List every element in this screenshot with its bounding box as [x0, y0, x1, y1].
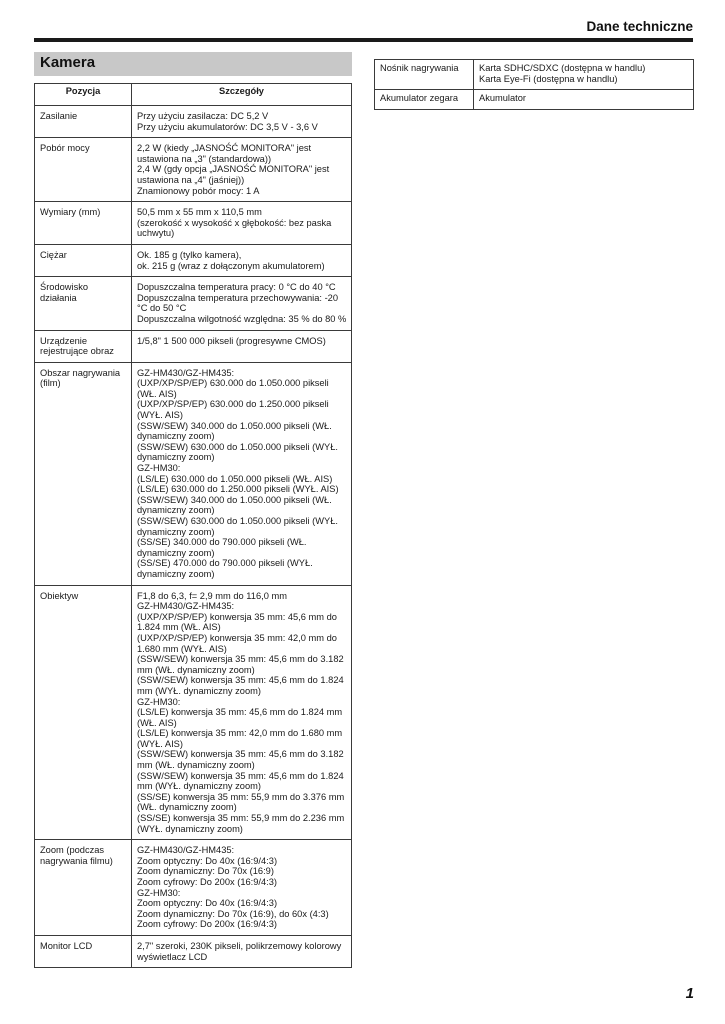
row-label [375, 60, 474, 90]
row-detail-line: Zoom dynamiczny: Do 70x (16:9), do 60x (4:3) [137, 908, 329, 919]
page-header-title: Dane techniczne [586, 19, 693, 34]
row-detail-line: (LS/LE) konwersja 35 mm: 42,0 mm do 1.680 mm [137, 728, 343, 739]
row-label-line: działania [40, 292, 77, 303]
row-detail-line: dynamiczny zoom) [137, 452, 215, 463]
table-row [35, 585, 352, 840]
page-number: 1 [685, 985, 694, 1002]
row-detail-line: Zoom optyczny: Do 40x (16:9/4:3) [137, 898, 278, 909]
row-label-line: rejestrujące obraz [40, 346, 114, 357]
row-detail-line: Zoom cyfrowy: Do 200x (16:9/4:3) [137, 877, 278, 887]
row-detail-line: 1.680 mm (WYŁ. AIS) [137, 643, 227, 654]
section-title: Kamera [40, 54, 96, 71]
row-detail-line: GZ-HM430/GZ-HM435: [137, 845, 235, 856]
row-detail-line: dynamiczny zoom) [137, 568, 215, 579]
row-detail-line: (LS/LE) 630.000 do 1.050.000 pikseli (WŁ. AIS) [137, 473, 333, 484]
column-header-item: Pozycja [35, 84, 132, 106]
row-detail-line: ok. 215 g (wraz z dołączonym akumulatorem) [137, 260, 325, 271]
table-row [35, 138, 352, 202]
row-detail-line: (SSW/SEW) konwersja 35 mm: 45,6 mm do 3.182 [137, 654, 344, 665]
row-label [35, 585, 132, 840]
row-detail-line: mm (WŁ. dynamiczny zoom) [137, 664, 255, 675]
row-detail-line: Akumulator [479, 93, 527, 104]
row-detail-line: 1/5,8" 1 500 000 pikseli (progresywne CMOS) [137, 335, 326, 346]
row-detail-line: (WŁ. AIS) [137, 717, 177, 728]
row-detail-line: Ok. 185 g (tylko kamera), [137, 249, 242, 260]
row-label-line: Ciężar [40, 249, 67, 260]
row-details [132, 244, 352, 276]
row-detail-line: (SSW/SEW) 340.000 do 1.050.000 pikseli (WŁ. [137, 494, 332, 505]
specs-table [34, 83, 352, 968]
table-row [35, 202, 352, 245]
row-detail-line: GZ-HM30: [137, 887, 181, 898]
media-table-body [375, 60, 694, 110]
row-detail-line: (SSW/SEW) konwersja 35 mm: 45,6 mm do 3.182 [137, 749, 344, 760]
row-details [132, 202, 352, 245]
row-detail-line: uchwytu) [137, 228, 175, 239]
row-detail-line: (SS/SE) 470.000 do 790.000 pikseli (WYŁ. [137, 558, 313, 569]
row-label-line: nagrywania filmu) [40, 855, 113, 866]
row-detail-line: (WYŁ. AIS) [137, 410, 183, 421]
row-details [132, 330, 352, 362]
row-details [132, 277, 352, 330]
row-detail-line: (WŁ. dynamiczny zoom) [137, 802, 237, 813]
row-detail-line: (WYŁ. AIS) [137, 738, 183, 749]
row-details [132, 138, 352, 202]
column-header-details: Szczegóły [132, 84, 352, 106]
section-bar [34, 52, 352, 76]
row-detail-line: Znamionowy pobór mocy: 1 A [137, 185, 260, 196]
row-details [132, 106, 352, 138]
row-detail-line: dynamiczny zoom) [137, 431, 215, 442]
row-detail-line: Karta Eye-Fi (dostępna w handlu) [479, 73, 618, 84]
row-detail-line: (SSW/SEW) 340.000 do 1.050.000 pikseli (WŁ. [137, 420, 332, 431]
row-label-line: Monitor LCD [40, 940, 93, 951]
table-row [35, 840, 352, 936]
row-label [35, 362, 132, 585]
row-label-line: Obiektyw [40, 590, 79, 601]
table-row [35, 277, 352, 330]
table-row [35, 362, 352, 585]
row-detail-line: ustawiona na „3" (standardowa)) [137, 153, 272, 164]
row-detail-line: Zoom dynamiczny: Do 70x (16:9) [137, 866, 274, 877]
row-detail-line: dynamiczny zoom) [137, 526, 215, 537]
row-detail-line: GZ-HM30: [137, 463, 181, 474]
row-detail-line: mm (WYŁ. dynamiczny zoom) [137, 685, 261, 696]
table-row [35, 330, 352, 362]
specs-table-body [35, 106, 352, 968]
row-detail-line: 1.824 mm (WŁ. AIS) [137, 622, 221, 633]
row-detail-line: (SSW/SEW) konwersja 35 mm: 45,6 mm do 1.824 [137, 770, 344, 781]
row-label-line: Pobór mocy [40, 143, 90, 154]
row-detail-line: (SS/SE) 340.000 do 790.000 pikseli (WŁ. [137, 537, 307, 548]
table-row [35, 106, 352, 138]
row-label-line: Wymiary (mm) [40, 207, 101, 218]
row-details [132, 362, 352, 585]
row-detail-line: (SS/SE) konwersja 35 mm: 55,9 mm do 3.376 mm [137, 791, 345, 802]
row-detail-line: wyświetlacz LCD [137, 951, 208, 962]
row-detail-line: (WŁ. AIS) [137, 388, 177, 399]
row-detail-line: 50,5 mm x 55 mm x 110,5 mm [137, 207, 262, 218]
row-detail-line: °C do 50 °C [137, 303, 187, 314]
row-detail-line: Dopuszczalna wilgotność względna: 35 % do 80 % [137, 313, 347, 324]
row-detail-line: (SSW/SEW) 630.000 do 1.050.000 pikseli (WYŁ. [137, 516, 339, 526]
row-detail-line: Karta SDHC/SDXC (dostępna w handlu) [479, 63, 646, 73]
row-details [132, 840, 352, 936]
row-detail-line: (SSW/SEW) konwersja 35 mm: 45,6 mm do 1.824 [137, 675, 344, 686]
header-rule [34, 38, 693, 42]
row-detail-line: (UXP/XP/SP/EP) konwersja 35 mm: 45,6 mm do [137, 611, 337, 622]
table-row [375, 90, 694, 110]
row-detail-line: 2,7" szeroki, 230K pikseli, polikrzemowy kolorowy [137, 940, 342, 951]
row-label [35, 277, 132, 330]
row-details [474, 60, 694, 90]
row-detail-line: (LS/LE) 630.000 do 1.250.000 pikseli (WYŁ. AIS) [137, 484, 339, 495]
row-label-line: Urządzenie [40, 335, 88, 346]
table-row [375, 60, 694, 90]
row-label [35, 202, 132, 245]
row-detail-line: Zoom cyfrowy: Do 200x (16:9/4:3) [137, 919, 278, 930]
row-detail-line: mm (WŁ. dynamiczny zoom) [137, 760, 255, 771]
row-detail-line: GZ-HM430/GZ-HM435: [137, 367, 235, 378]
row-label [375, 90, 474, 110]
row-label-line: Nośnik nagrywania [380, 63, 459, 73]
row-label [35, 840, 132, 936]
row-detail-line: 2,2 W (kiedy „JASNOŚĆ MONITORA" jest [137, 143, 312, 154]
row-detail-line: dynamiczny zoom) [137, 547, 215, 558]
row-detail-line: (WYŁ. dynamiczny zoom) [137, 823, 243, 834]
row-label [35, 244, 132, 276]
row-label-line: Zoom (podczas [40, 845, 105, 856]
row-detail-line: (szerokość x wysokość x głębokość: bez paska [137, 217, 332, 228]
row-label [35, 330, 132, 362]
row-label-line: Obszar nagrywania [40, 367, 121, 378]
table-row [35, 244, 352, 276]
row-detail-line: Dopuszczalna temperatura przechowywania: -20 [137, 292, 339, 303]
row-detail-line: F1,8 do 6,3, f= 2,9 mm do 116,0 mm [137, 590, 287, 601]
row-detail-line: (UXP/XP/SP/EP) 630.000 do 1.050.000 pikseli [137, 378, 329, 389]
table-header-row [35, 84, 352, 106]
row-detail-line: (LS/LE) konwersja 35 mm: 45,6 mm do 1.824 mm [137, 707, 343, 718]
row-label [35, 138, 132, 202]
row-detail-line: (UXP/XP/SP/EP) 630.000 do 1.250.000 pikseli [137, 399, 329, 410]
row-detail-line: dynamiczny zoom) [137, 505, 215, 516]
row-detail-line: GZ-HM430/GZ-HM435: [137, 601, 235, 612]
row-detail-line: Dopuszczalna temperatura pracy: 0 °C do 40 °C [137, 282, 336, 293]
row-detail-line: Zoom optyczny: Do 40x (16:9/4:3) [137, 855, 278, 866]
row-detail-line: mm (WYŁ. dynamiczny zoom) [137, 781, 261, 792]
row-label-line: Akumulator zegara [380, 93, 459, 104]
row-detail-line: ustawiona na „4" (jaśniej)) [137, 174, 245, 185]
row-details [132, 935, 352, 967]
row-detail-line: (UXP/XP/SP/EP) konwersja 35 mm: 42,0 mm do [137, 632, 337, 643]
row-detail-line: (SS/SE) konwersja 35 mm: 55,9 mm do 2.236 mm [137, 813, 345, 824]
table-row [35, 935, 352, 967]
row-detail-line: Przy użyciu zasilacza: DC 5,2 V [137, 111, 269, 121]
row-label [35, 935, 132, 967]
media-table [374, 59, 694, 110]
row-detail-line: 2,4 W (gdy opcja „JASNOŚĆ MONITORA" jest [137, 164, 330, 175]
row-detail-line: GZ-HM30: [137, 696, 181, 707]
row-detail-line: Przy użyciu akumulatorów: DC 3,5 V - 3,6 V [137, 121, 318, 132]
row-details [474, 90, 694, 110]
row-detail-line: (SSW/SEW) 630.000 do 1.050.000 pikseli (WYŁ. [137, 441, 339, 452]
row-label-line: Zasilanie [40, 111, 78, 121]
row-label-line: Środowisko [40, 282, 89, 293]
row-label [35, 106, 132, 138]
row-details [132, 585, 352, 840]
row-label-line: (film) [40, 378, 61, 389]
